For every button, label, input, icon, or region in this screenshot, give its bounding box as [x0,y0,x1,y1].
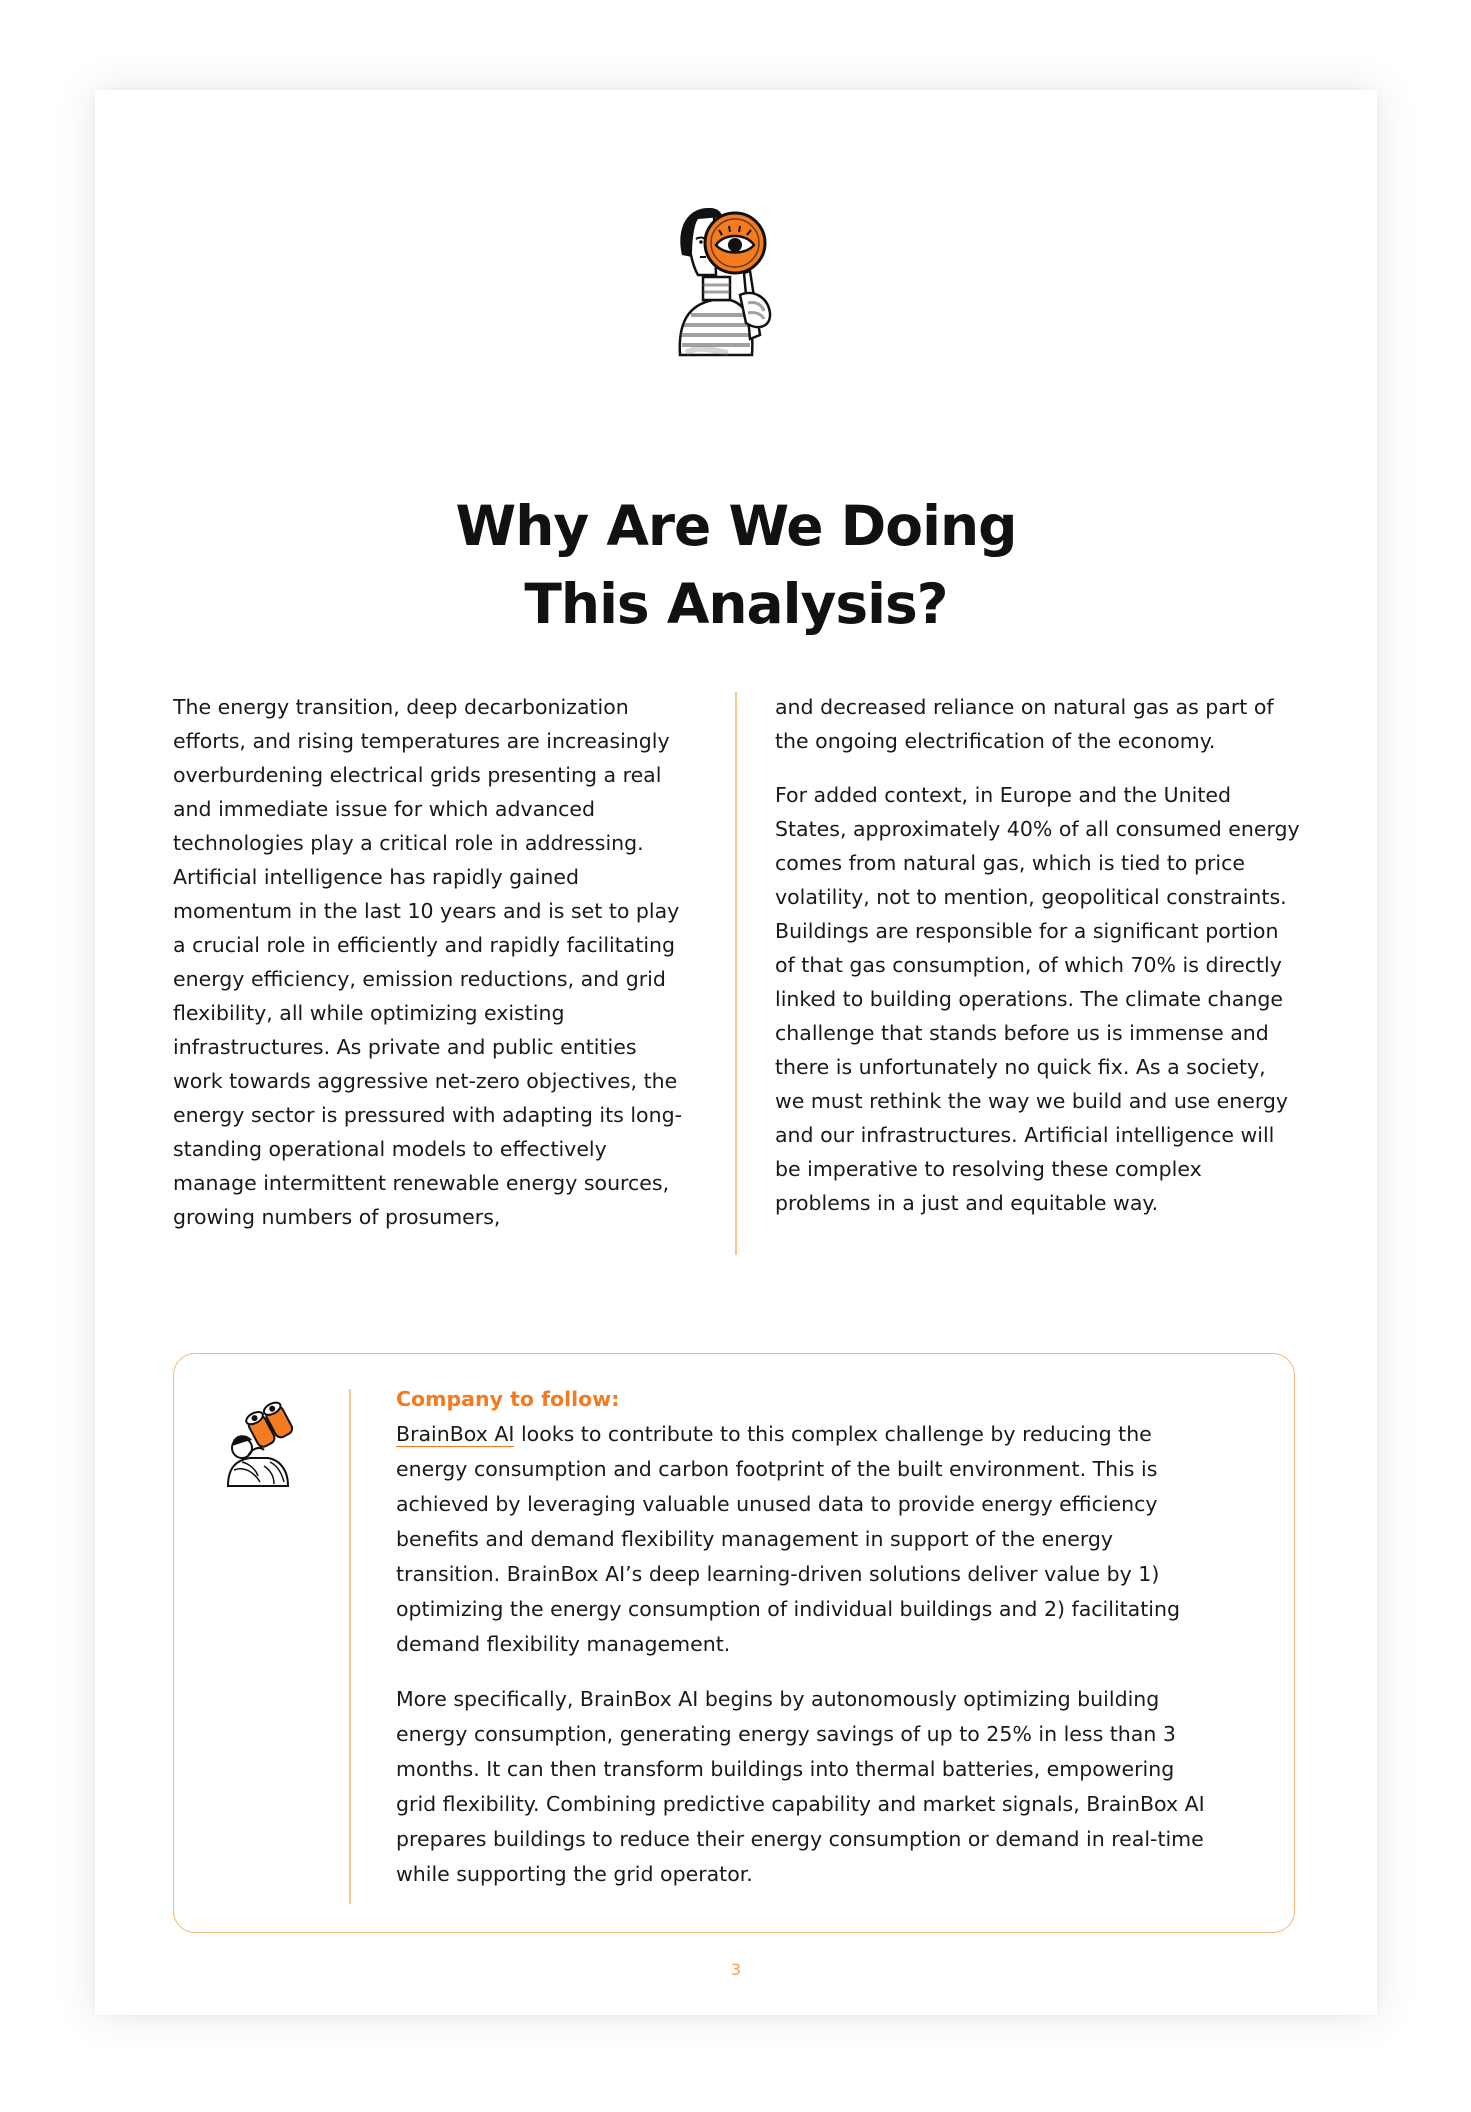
title-line-1: Why Are We Doing [455,493,1017,558]
company-callout-box [173,1353,1295,1933]
title-line-2: This Analysis? [524,571,948,636]
callout-paragraph-2: More specifically, BrainBox AI begins by autonomously optimizing building energy consumption, generating energy savings of up to 25% in less than 3 months. It can then transform buildings into thermal batteries, empowering grid flexibility. Combining predictive capability and market signals, BrainBox AI prepares buildings to reduce their energy consumption or demand in real-time while supporting the grid operator. [396,1687,1205,1886]
right-column [775,690,1300,1220]
brainbox-ai-link[interactable]: BrainBox AI [396,1422,515,1446]
magnifying-glass-person-icon [658,205,788,360]
column-divider [735,692,737,1255]
callout-paragraph-1-text: looks to contribute to this complex challenge by reducing the energy consumption and carbon footprint of the built environment. This is achieved by leveraging valuable unused data to provide energy efficiency benefits and demand flexibility management in support of the energy transition. BrainBox AI’s deep learning-driven solutions deliver value by 1) optimizing the energy consumption of individual buildings and 2) facilitating demand flexibility management. [396,1422,1180,1656]
callout-paragraph-1 [396,1417,1216,1662]
callout-divider [349,1389,351,1904]
callout-heading: Company to follow: [396,1387,620,1411]
page-number: 3 [730,1960,742,1979]
binoculars-person-icon [224,1390,296,1490]
left-column [173,690,688,1234]
document-page [95,90,1377,2015]
right-column-paragraph-2: For added context, in Europe and the United States, approximately 40% of all consumed energy comes from natural gas, which is tied to price volatility, not to mention, geopolitical constraints. Buildings are responsible for a significant portion of that gas consumption, of which 70% is directly linked to building operations. The climate change challenge that stands before us is immense and there is unfortunately no quick fix. As a society, we must rethink the way we build and use energy and our infrastructures. Artificial intelligence will be imperative to resolving these complex problems in a just and equitable way. [775,783,1300,1215]
left-column-text: The energy transition, deep decarbonization efforts, and rising temperatures are increasingly overburdening electrical grids presenting a real and immediate issue for which advanced technologies play a critical role in addressing. Artificial intelligence has rapidly gained momentum in the last 10 years and is set to play a crucial role in efficiently and rapidly facilitating energy efficiency, emission reductions, and grid flexibility, all while optimizing existing infrastructures. As private and public entities work towards aggressive net-zero objectives, the energy sector is pressured with adapting its long-standing operational models to effectively manage intermittent renewable energy sources, growing numbers of prosumers, [173,695,682,1229]
right-column-paragraph-1: and decreased reliance on natural gas as part of the ongoing electrification of the economy. [775,695,1274,753]
page-title [95,487,1377,643]
callout-body [396,1382,1216,1892]
